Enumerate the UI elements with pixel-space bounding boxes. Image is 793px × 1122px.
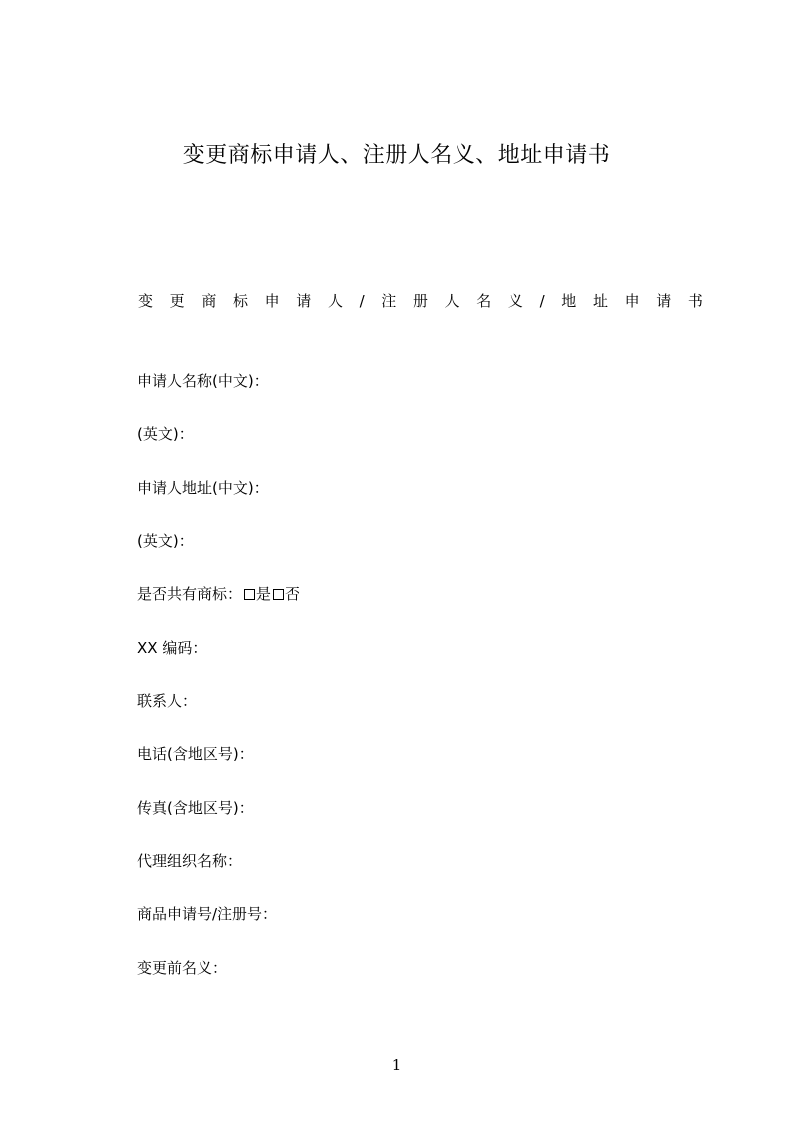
field-postal-code: XX 编码： [137, 639, 208, 657]
field-registration-number: 商品申请号/注册号： [137, 905, 278, 923]
subtitle-char: 注 [381, 292, 397, 310]
field-applicant-name-en: (英文)： [137, 425, 194, 443]
document-subtitle [138, 289, 703, 313]
field-shared-trademark [137, 582, 300, 606]
subtitle-char: 册 [412, 292, 428, 310]
field-previous-name: 变更前名义： [137, 959, 228, 977]
shared-yes-checkbox[interactable] [244, 589, 255, 600]
subtitle-char: / [359, 292, 365, 310]
field-contact-person: 联系人： [137, 692, 198, 710]
subtitle-char: 申 [264, 292, 280, 310]
field-phone: 电话(含地区号)： [137, 745, 254, 763]
shared-no-label: 否 [285, 585, 301, 603]
field-agency-name: 代理组织名称： [137, 852, 243, 870]
subtitle-char: 变 [138, 292, 154, 310]
subtitle-char: 书 [687, 292, 703, 310]
subtitle-char: / [539, 292, 545, 310]
subtitle-char: 人 [327, 292, 343, 310]
page-number: 1 [391, 1056, 402, 1074]
subtitle-char: 标 [232, 292, 248, 310]
field-applicant-name-cn: 申请人名称(中文)： [137, 372, 269, 390]
subtitle-char: 义 [507, 292, 523, 310]
field-applicant-address-cn: 申请人地址(中文)： [137, 479, 269, 497]
subtitle-char: 申 [624, 292, 640, 310]
shared-no-checkbox[interactable] [273, 589, 284, 600]
document-title: 变更商标申请人、注册人名义、地址申请书 [182, 143, 611, 168]
subtitle-char: 请 [656, 292, 672, 310]
subtitle-char: 地 [561, 292, 577, 310]
field-fax: 传真(含地区号)： [137, 799, 254, 817]
subtitle-char: 请 [296, 292, 312, 310]
subtitle-char: 更 [169, 292, 185, 310]
shared-trademark-label: 是否共有商标： [137, 585, 243, 603]
subtitle-char: 人 [444, 292, 460, 310]
subtitle-char: 址 [592, 292, 608, 310]
subtitle-char: 名 [476, 292, 492, 310]
shared-yes-label: 是 [256, 585, 272, 603]
field-applicant-address-en: (英文)： [137, 532, 194, 550]
subtitle-char: 商 [201, 292, 217, 310]
